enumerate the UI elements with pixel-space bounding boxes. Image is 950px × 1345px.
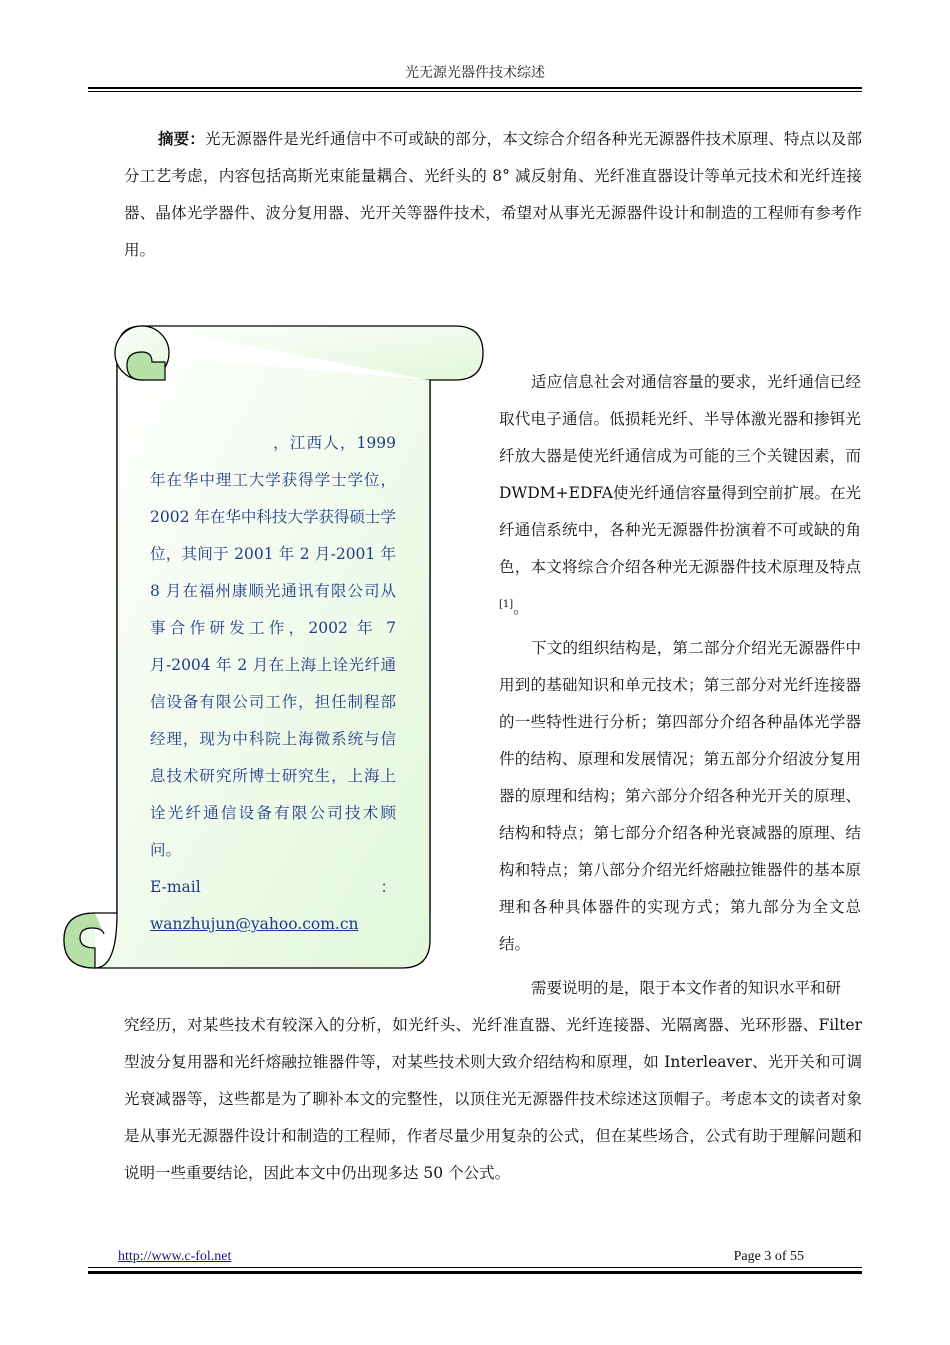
- footer-link[interactable]: http://www.c-fol.net: [118, 1249, 232, 1264]
- email-label: E-mail：: [150, 878, 396, 896]
- footer-rule: [88, 1271, 862, 1274]
- abstract-label: 摘要：: [158, 129, 205, 148]
- structure-paragraph: 下文的组织结构是，第二部分介绍光无源器件中用到的基础知识和单元技术；第三部分对光纤连接器的一些特性进行分析；第四部分介绍各种晶体光学器件的结构、原理和发展情况；第五部分介绍波分复用器的原理和结构；第六部分介绍各种光开关的原理、结构和特点；第七部分介绍各种光衰减器的原理、结构和特点；第八部分介绍光纤熔融拉锥器件的基本原理和各种具体器件的实现方式；第九部分为全文总结。: [499, 639, 861, 953]
- citation-ref[interactable]: [1]: [499, 599, 514, 610]
- note-lead: 需要说明的是，限于本文作者的知识水平和研: [531, 979, 842, 997]
- email-link[interactable]: wanzhujun@yahoo.com.cn: [150, 915, 359, 933]
- note-body: 究经历，对某些技术有较深入的分析，如光纤头、光纤准直器、光纤连接器、光隔离器、光环形器、Filter 型波分复用器和光纤熔融拉锥器件等，对某些技术则大致介绍结构和原理，如 Interleaver、光开关和可调光衰减器等，这些都是为了聊补本文的完整性，以顶住光无源器件技术综述这顶帽子。考虑本文的读者对象是从事光无源器件设计和制造的工程师，作者尽量少用复杂的公式，但在某些场合，公式有助于理解问题和说明一些重要结论，因此本文中仍出现多达 50 个公式。: [124, 1016, 862, 1182]
- page-number: Page 3 of 55: [733, 1249, 804, 1264]
- abstract-text: 光无源器件是光纤通信中不可或缺的部分，本文综合介绍各种光无源器件技术原理、特点以及部分工艺考虑，内容包括高斯光束能量耦合、光纤头的 8° 减反射角、光纤准直器设计等单元技术和光纤连接器、晶体光学器件、波分复用器、光开关等器件技术，希望对从事光无源器件设计和制造的工程师有参考作用。: [124, 130, 862, 259]
- intro-paragraph: [499, 364, 861, 627]
- intro-end: 。: [513, 599, 529, 618]
- author-bio-text: ，江西人，1999 年在华中理工大学获得学士学位，2002 年在华中科技大学获得硕士学位，其间于 2001 年 2 月-2001 年 8 月在福州康顺光通讯有限公司从事合作研发工作，2002 年 7 月-2004 年 2 月在上海上诠光纤通信设备有限公司工作，担任制程部经理，现为中科院上海微系统与信息技术研究所博士研究生，上海上诠光纤通信设备有限公司技术顾问。: [150, 434, 396, 859]
- page-header-title: 光无源光器件技术综述: [405, 65, 545, 81]
- intro-text: 适应信息社会对通信容量的要求，光纤通信已经取代电子通信。低损耗光纤、半导体激光器和掺铒光纤放大器是使光纤通信成为可能的三个关键因素，而DWDM+EDFA使光纤通信容量得到空前扩展。在光纤通信系统中，各种光无源器件扮演着不可或缺的角色，本文将综合介绍各种光无源器件技术原理及特点: [499, 373, 861, 576]
- footer-rule-thin: [88, 1267, 862, 1268]
- author-bio: [150, 425, 396, 943]
